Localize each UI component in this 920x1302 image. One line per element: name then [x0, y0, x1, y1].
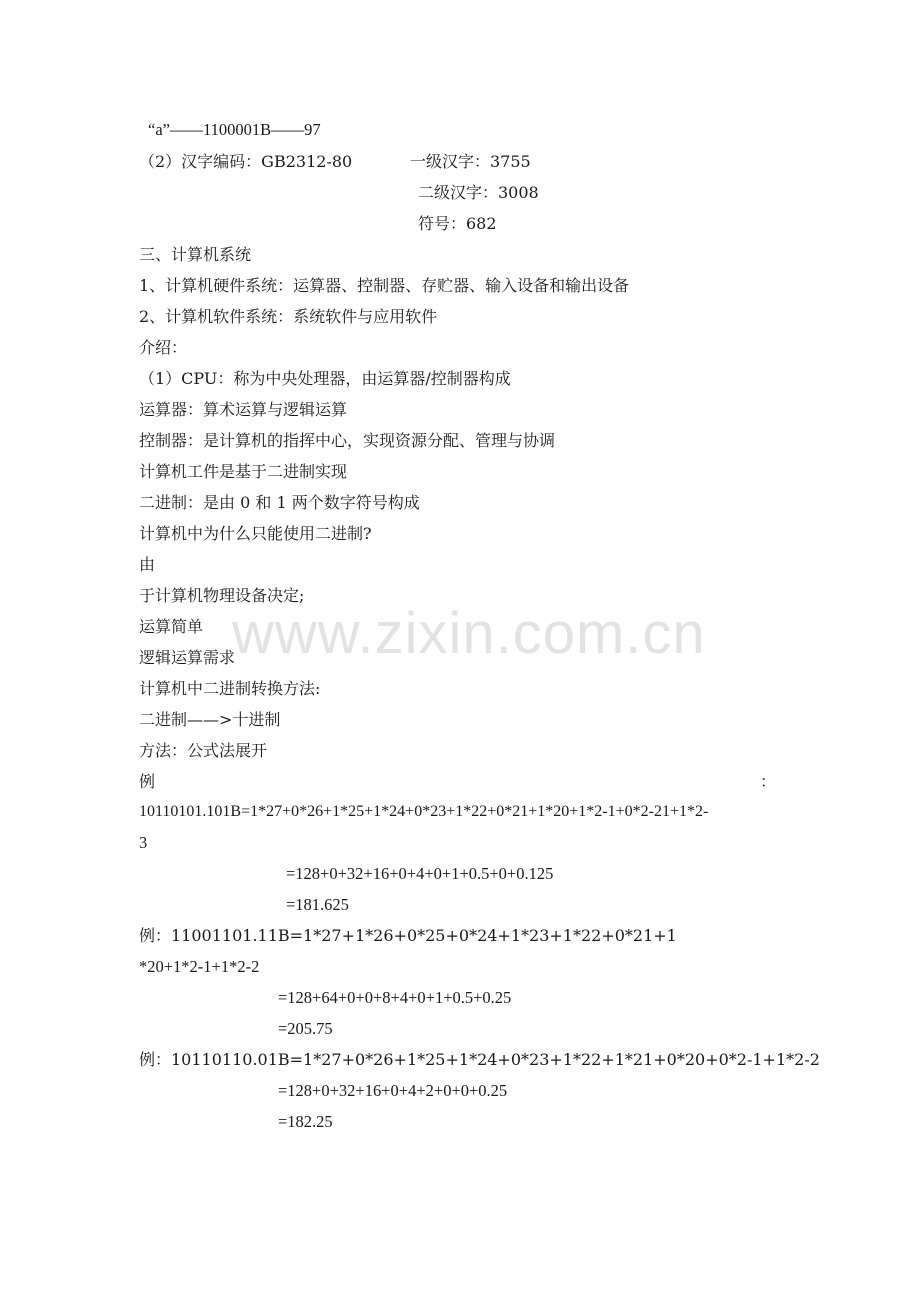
symbol-count: 符号：682: [418, 214, 497, 233]
reason-hardware: 于计算机物理设备决定;: [139, 586, 305, 605]
example1-result: =181.625: [286, 895, 349, 914]
example1-expansion: 10110101.101B=1*27+0*26+1*25+1*24+0*23+1*22+0*21+1*20+1*2-1+0*2-21+1*2-: [139, 803, 709, 820]
binary-basis-line: 计算机工件是基于二进制实现: [139, 462, 348, 481]
intro-label: 介绍：: [139, 338, 188, 357]
reason-start: 由: [139, 555, 156, 574]
binary-definition-line: 二进制：是由 0 和 1 两个数字符号构成: [139, 493, 420, 512]
level2-hanzi-count: 二级汉字：3008: [418, 183, 539, 202]
level1-hanzi-count: 一级汉字：3755: [410, 152, 531, 171]
reason-simple: 运算简单: [139, 617, 204, 636]
example-label: 例: [139, 772, 156, 791]
example3-sum: =128+0+32+16+0+4+2+0+0+0.25: [278, 1081, 508, 1100]
why-binary-question: 计算机中为什么只能使用二进制?: [139, 524, 372, 543]
conversion-heading: 计算机中二进制转换方法:: [139, 679, 321, 698]
example2-sum: =128+64+0+0+8+4+0+1+0.5+0.25: [278, 988, 512, 1007]
example-colon: ：: [760, 772, 777, 791]
cpu-line: （1）CPU：称为中央处理器，由运算器/控制器构成: [139, 369, 511, 388]
bin-to-dec-line: 二进制——>十进制: [139, 710, 281, 729]
example1-expansion-wrap: 3: [139, 833, 148, 852]
method-line: 方法：公式法展开: [139, 741, 268, 760]
example3-result: =182.25: [278, 1112, 333, 1131]
ascii-example-line: “a”——1100001B——97: [148, 120, 321, 139]
watermark: www.zixin.com.cn: [232, 601, 706, 666]
hardware-system-line: 1、计算机硬件系统：运算器、控制器、存贮器、输入设备和输出设备: [139, 276, 630, 295]
example2-result: =205.75: [278, 1019, 333, 1038]
chinese-encoding-line: （2）汉字编码：GB2312-80: [139, 152, 353, 171]
alu-line: 运算器：算术运算与逻辑运算: [139, 400, 348, 419]
reason-logic: 逻辑运算需求: [139, 648, 236, 667]
controller-line: 控制器：是计算机的指挥中心，实现资源分配、管理与协调: [139, 431, 556, 450]
software-system-line: 2、计算机软件系统：系统软件与应用软件: [139, 307, 438, 326]
example3-expansion: 例：10110110.01B=1*27+0*26+1*25+1*24+0*23+1*22+1*21+0*20+0*2-1+1*2-2: [139, 1050, 820, 1069]
section-heading: 三、计算机系统: [139, 245, 252, 264]
example1-sum: =128+0+32+16+0+4+0+1+0.5+0+0.125: [286, 864, 554, 883]
example2-expansion-wrap: *20+1*2-1+1*2-2: [139, 957, 260, 976]
example2-expansion: 例：11001101.11B=1*27+1*26+0*25+0*24+1*23+1*22+0*21+1: [139, 926, 677, 945]
